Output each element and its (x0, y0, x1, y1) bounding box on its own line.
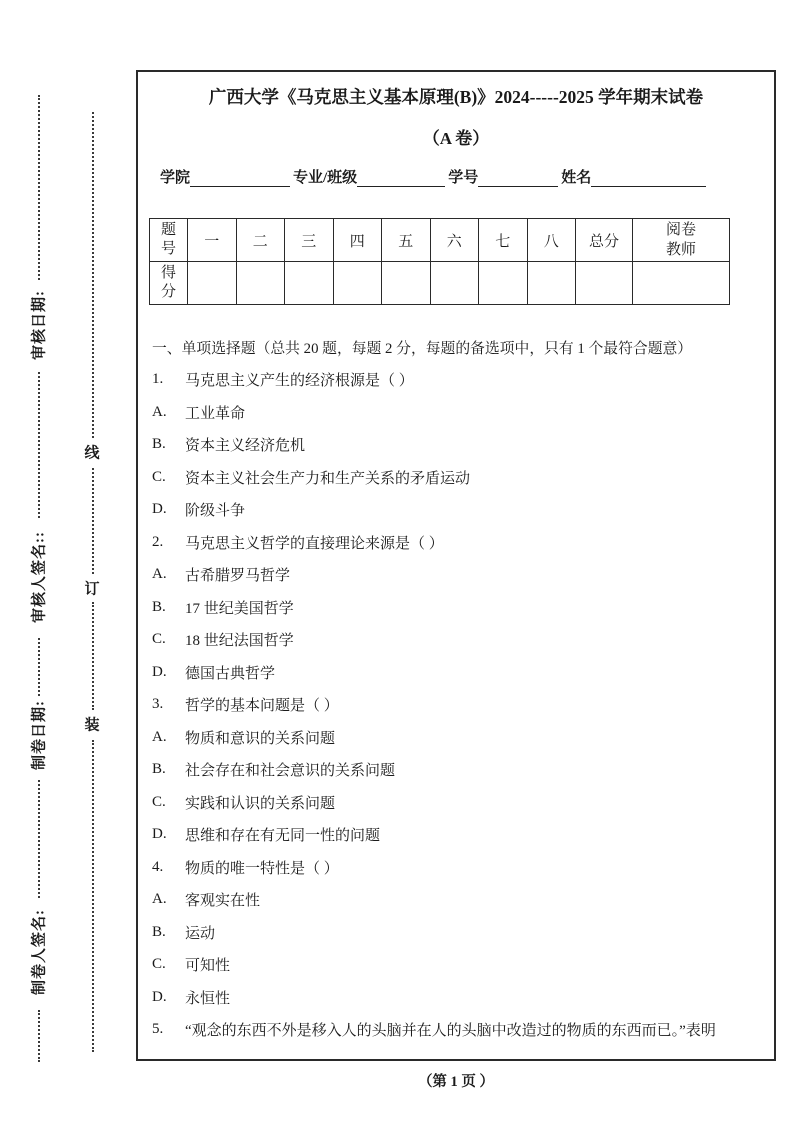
column-header: 八 (527, 219, 576, 262)
paper-made-date-label: 制卷日期: (31, 700, 48, 770)
option-text: 资本主义社会生产力和生产关系的矛盾运动 (185, 470, 471, 487)
option-label: A. (152, 891, 167, 908)
option-label: C. (152, 956, 166, 973)
option-text: 德国古典哲学 (185, 665, 276, 682)
grader-header: 阅卷教师 (665, 221, 696, 258)
question-3-option-b (152, 754, 768, 787)
score-cell (333, 262, 382, 305)
option-text: 工业革命 (185, 405, 246, 422)
name-blank[interactable] (591, 170, 706, 187)
column-header: 二 (236, 219, 285, 262)
option-text: 思维和存在有无同一性的问题 (185, 828, 381, 845)
dotted-line (38, 780, 40, 898)
option-text: 客观实在性 (185, 893, 261, 910)
binding-dotted-line (92, 602, 94, 710)
score-cell (382, 262, 431, 305)
exam-title: 广西大学《马克思主义基本原理(B)》2024-----2025 学年期末试卷 (208, 87, 704, 107)
question-1-option-d (152, 494, 768, 527)
option-text: 实践和认识的关系问题 (185, 795, 336, 812)
column-header: 七 (479, 219, 528, 262)
exam-paper-variant: （A 卷） (422, 129, 490, 148)
question-2-option-d (152, 656, 768, 689)
field-label-college: 学院 (160, 170, 191, 186)
student-info-row (160, 166, 760, 187)
score-cell (285, 262, 334, 305)
column-header: 三 (285, 219, 334, 262)
option-text: 物质和意识的关系问题 (185, 730, 336, 747)
question-5-stem (152, 1014, 768, 1047)
student-id-blank[interactable] (478, 170, 558, 187)
question-4-option-c (152, 949, 768, 982)
score-cell (188, 262, 237, 305)
score-row-header: 得分 (160, 264, 176, 300)
column-header: 六 (430, 219, 479, 262)
question-number: 2. (152, 533, 164, 550)
total-score-header: 总分 (576, 219, 633, 262)
option-label: D. (152, 826, 167, 843)
option-label: D. (152, 663, 167, 680)
question-1-stem (152, 364, 768, 397)
score-cell (527, 262, 576, 305)
reviewer-signature-label: 审核人签名:: (31, 531, 48, 623)
column-header: 四 (333, 219, 382, 262)
option-label: B. (152, 436, 166, 453)
option-text: 永恒性 (185, 990, 231, 1007)
question-number-header: 题号 (160, 221, 176, 257)
question-text: 马克思主义产生的经济根源是（ ） (185, 373, 414, 390)
binding-char-staple: 订 (84, 581, 100, 598)
option-label: C. (152, 631, 166, 648)
option-label: B. (152, 923, 166, 940)
score-cell (236, 262, 285, 305)
paper-maker-signature-label: 制卷人签名: (31, 909, 48, 995)
question-number: 5. (152, 1021, 164, 1038)
question-1-option-b (152, 429, 768, 462)
question-3-option-c (152, 786, 768, 819)
binding-dotted-line (92, 740, 94, 1052)
question-number: 4. (152, 858, 164, 875)
section-heading: 一、单项选择题（总共 20 题，每题 2 分，每题的备选项中，只有 1 个最符合题意） (152, 340, 693, 357)
field-label-student-id: 学号 (448, 170, 479, 186)
option-label: A. (152, 566, 167, 583)
question-3-option-d (152, 819, 768, 852)
major-class-blank[interactable] (357, 170, 445, 187)
question-3-option-a (152, 721, 768, 754)
question-4-option-b (152, 916, 768, 949)
question-4-stem (152, 851, 768, 884)
question-1-option-c (152, 461, 768, 494)
score-table (149, 218, 730, 305)
option-label: D. (152, 501, 167, 518)
score-cell (479, 262, 528, 305)
question-3-stem (152, 689, 768, 722)
question-text: 哲学的基本问题是（ ） (185, 698, 339, 715)
option-text: 社会存在和社会意识的关系问题 (185, 763, 396, 780)
dotted-line (38, 372, 40, 518)
question-4-option-d (152, 981, 768, 1014)
question-2-option-c (152, 624, 768, 657)
question-2-stem (152, 526, 768, 559)
field-label-major-class: 专业/班级 (293, 170, 358, 186)
page-number: （第 1 页 ） (417, 1074, 495, 1090)
question-2-option-a (152, 559, 768, 592)
question-2-option-b (152, 591, 768, 624)
option-text: 资本主义经济危机 (185, 438, 306, 455)
option-label: A. (152, 403, 167, 420)
score-cell (430, 262, 479, 305)
option-label: C. (152, 793, 166, 810)
dotted-line (38, 638, 40, 696)
question-text: 物质的唯一特性是（ ） (185, 860, 339, 877)
option-text: 18 世纪法国哲学 (185, 633, 294, 650)
question-number: 1. (152, 371, 164, 388)
option-label: B. (152, 761, 166, 778)
questions-area (152, 331, 768, 1046)
score-cell (576, 262, 633, 305)
column-header: 五 (382, 219, 431, 262)
question-number: 3. (152, 696, 164, 713)
review-date-label: 审核日期: (31, 290, 48, 360)
option-text: 17 世纪美国哲学 (185, 600, 294, 617)
option-text: 古希腊罗马哲学 (185, 568, 291, 585)
option-label: C. (152, 468, 166, 485)
binding-dotted-line (92, 468, 94, 574)
question-1-option-a (152, 396, 768, 429)
dotted-line (38, 95, 40, 280)
option-text: 阶级斗争 (185, 503, 246, 520)
binding-char-bind: 装 (84, 717, 100, 734)
question-text: 马克思主义哲学的直接理论来源是（ ） (185, 535, 444, 552)
binding-char-line: 线 (84, 445, 100, 462)
grader-header-cell (633, 219, 730, 262)
dotted-line (38, 1010, 40, 1062)
option-label: D. (152, 988, 167, 1005)
option-label: A. (152, 728, 167, 745)
field-label-name: 姓名 (561, 170, 592, 186)
score-row-header-cell (150, 262, 188, 305)
column-header: 一 (188, 219, 237, 262)
binding-dotted-line (92, 112, 94, 438)
question-4-option-a (152, 884, 768, 917)
question-text: “观念的东西不外是移入人的头脑并在人的头脑中改造过的物质的东西而已。”表明 (185, 1023, 716, 1040)
option-label: B. (152, 598, 166, 615)
option-text: 可知性 (185, 958, 231, 975)
question-number-header-cell (150, 219, 188, 262)
paper-frame (136, 70, 776, 1061)
option-text: 运动 (185, 925, 216, 942)
college-blank[interactable] (190, 170, 290, 187)
score-cell (633, 262, 730, 305)
